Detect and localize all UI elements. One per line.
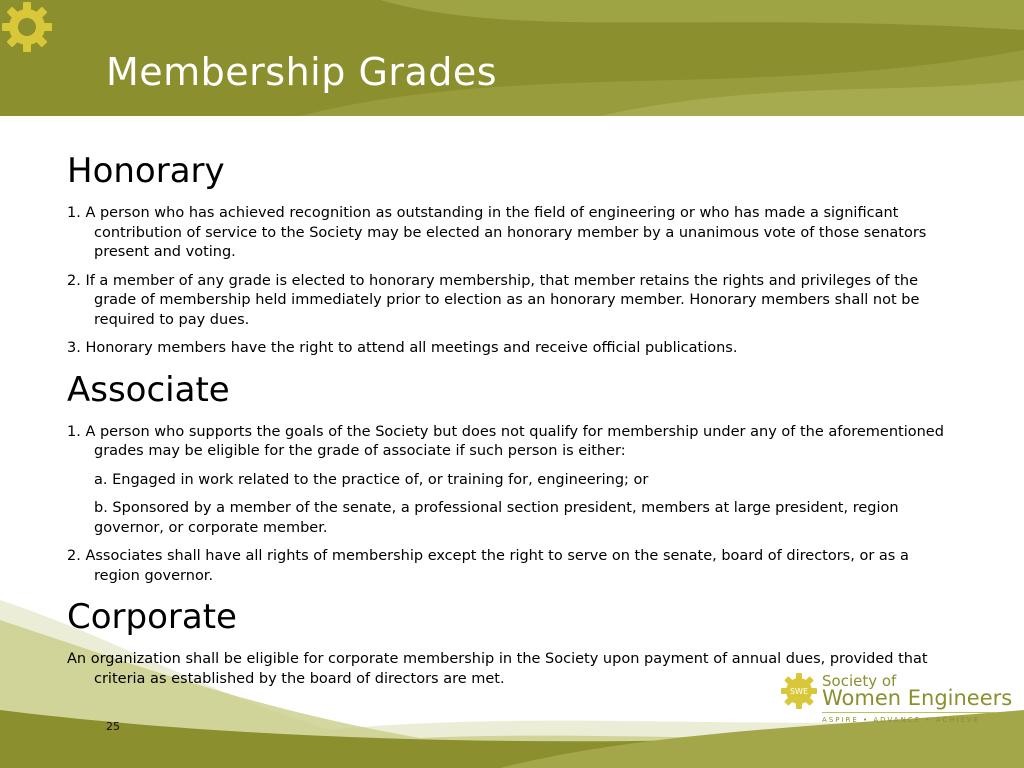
swe-logo-icon [780,672,818,710]
slide-body [67,150,957,699]
sub-list-item: a. Engaged in work related to the practice of, or training for, engineering; or [94,471,649,488]
list-item: 1. A person who supports the goals of the Society but does not qualify for membership under any of the aforementioned grades may be eligible for the grade of associate if such person is either: [67,423,944,459]
sub-list-item: b. Sponsored by a member of the senate, a professional section president, members at large president, region governor, or corporate member. [94,500,899,536]
section-heading: Corporate [67,597,237,637]
header-banner [0,0,1024,116]
list-item: 1. A person who has achieved recognition as outstanding in the field of engineering or who has made a significant contribution of service to the Society may be elected an honorary member by a unanimous vote of those senators present and voting. [67,205,927,260]
logo-badge-text: SWE [789,687,809,696]
page-number: 25 [106,720,120,733]
paragraph: An organization shall be eligible for corporate membership in the Society upon payment of annual dues, provided that criteria as established by the board of directors are met. [67,651,928,687]
list-item: 3. Honorary members have the right to attend all meetings and receive official publications. [67,340,738,356]
section-honorary [67,150,957,359]
section-associate [67,369,957,587]
list-item: 2. Associates shall have all rights of membership except the right to serve on the senate, board of directors, or as a region governor. [67,548,909,584]
gear-icon [0,0,54,54]
logo-divider [822,712,997,713]
section-heading: Honorary [67,151,225,191]
section-heading: Associate [67,369,230,410]
slide-title: Membership Grades [106,50,498,94]
logo-line2: Women Engineers [822,686,1013,710]
logo-tagline: ASPIRE • ADVANCE • ACHIEVE [822,716,981,724]
list-item: 2. If a member of any grade is elected to honorary membership, that member retains the rights and privileges of the grade of membership held immediately prior to election as an honorary member. Honorary members shall not be required to pay dues. [67,272,920,328]
logo-line1: Society of [822,672,897,690]
